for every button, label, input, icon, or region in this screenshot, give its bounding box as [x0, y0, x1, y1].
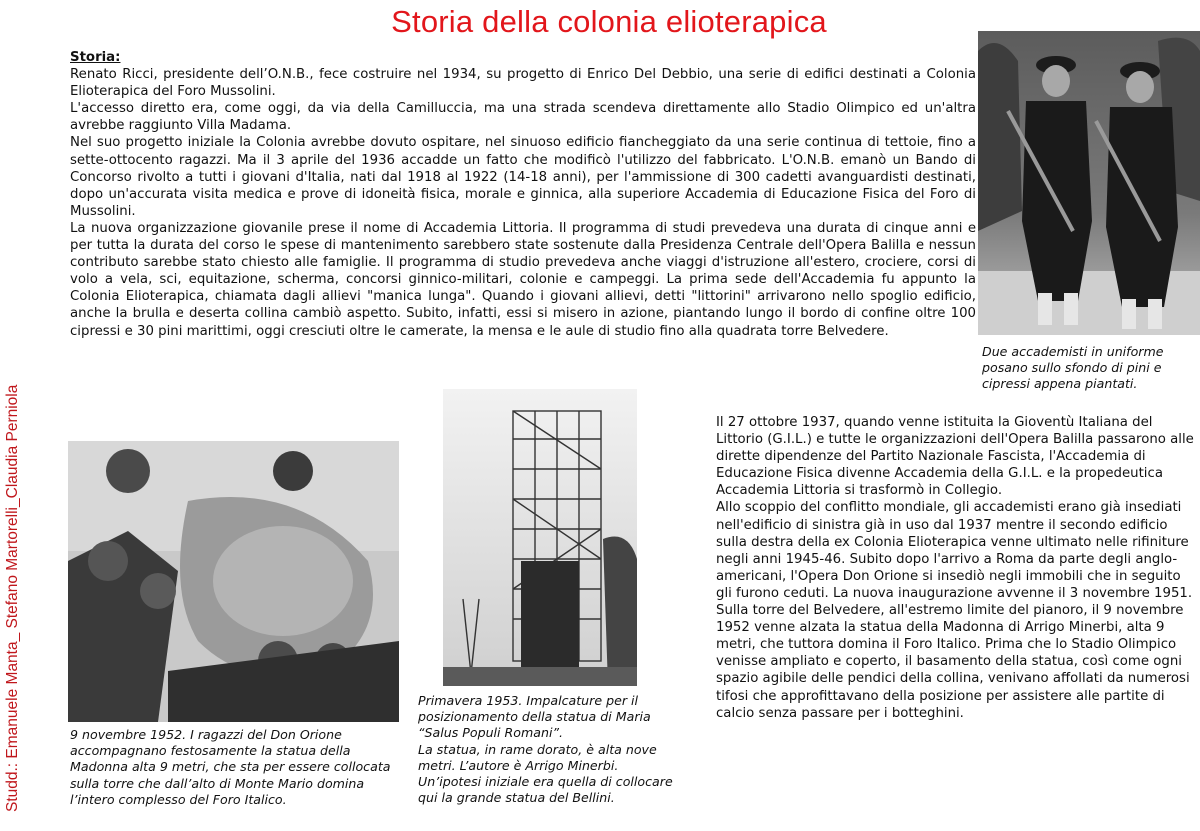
right-column-text — [716, 414, 1196, 722]
right-paragraph: Il 27 ottobre 1937, quando venne istituita la Gioventù Italiana del Littorio (G.I.L.) e tutte le organizzazioni dell'Opera Balilla passarono alle dirette dipendenze del Partito Nazionale Fascista, l'Accademia di Educazione Fisica divenne Accademia della G.I.L. e la propedeutica Accademia Littoria si trasformò in Collegio. — [716, 415, 1194, 499]
scaffolding-caption — [418, 693, 694, 806]
scaffolding-caption-line: Un’ipotesi iniziale era quella di collocare qui la grande statua del Bellini. — [418, 774, 673, 806]
storia-paragraph: Renato Ricci, presidente dell’O.N.B., fece costruire nel 1934, su progetto di Enrico Del Debbio, una serie di edifici destinati a Colonia Elioterapica del Foro Mussolini. — [70, 67, 976, 100]
scaffolding-caption-line: Primavera 1953. Impalcature per il posizionamento della statua di Maria “Salus Populi Romani”. — [418, 693, 651, 741]
storia-section — [70, 49, 976, 340]
page-title: Storia della colonia elioterapica — [391, 4, 827, 39]
statue-children-photo — [68, 441, 399, 722]
statue-children-caption: 9 novembre 1952. I ragazzi del Don Orione accompagnano festosamente la statua della Madonna alta 9 metri, che sta per essere collocata sulla torre che dall’alto di Monte Mario domina l’intero complesso del Foro Italico. — [70, 727, 391, 807]
storia-paragraph: Nel suo progetto iniziale la Colonia avrebbe dovuto ospitare, nel sinuoso edificio fiancheggiato da una serie continua di tettoie, fino a sette-ottocento ragazzi. Ma il 3 aprile del 1936 accadde un fatto che modificò l'utilizzo del fabbricato. L'O.N.B. emanò un Bando di Concorso rivolto a tutti i giovani d'Italia, nati dal 1918 al 1922 (14-18 anni), per l'ammissione di 300 cadetti avanguardisti destinati, dopo un'accurata visita medica e prove di idoneità fisica, morale e ginnica, alla superiore Accademia di Educazione Fisica del Foro di Mussolini. — [70, 135, 976, 219]
storia-paragraph: La nuova organizzazione giovanile prese il nome di Accademia Littoria. Il programma di studi prevedeva una durata di cinque anni e per tutta la durata del corso le spese di mantenimento sarebbero state sostenute dalla Presidenza Centrale dell'Opera Balilla e nessun contributo sarebbe stato chiesto alle famiglie. Il programma di studio prevedeva anche viaggi d'istruzione all'estero, crociere, corsi di volo a vela, sci, equitazione, scherma, concorsi ginnico-militari, colonie e campeggi. La prima sede dell'Accademia fu appunto la Colonia Elioterapica, chiamata dagli allievi "manica lunga". Quando i giovani allievi, detti "littorini" arrivarono nello spoglio edificio, anche la brulla e deserta collina cambiò aspetto. Subito, infatti, essi si misero in azione, piantando lungo il bordo di confine oltre 100 cipressi e 30 pini marittimi, oggi cresciuti oltre le camerate, la mensa e le aule di studio fino alla quadrata torre Belvedere. — [70, 220, 976, 339]
right-paragraph: Allo scoppio del conflitto mondiale, gli accademisti erano già insediati nell'edificio di sinistra già in uso dal 1937 mentre il secondo edificio sulla destra della ex Colonia Elioterapica venne ultimato nelle rifiniture negli anni 1945-46. Subito dopo l'arrivo a Roma da parte degli anglo-americani, l'Opera Don Orione si insediò negli immobili che in seguito gli furono ceduti. La nuova inaugurazione avvenne il 3 novembre 1951. — [716, 500, 1193, 601]
right-paragraph: Sulla torre del Belvedere, all'estremo limite del pianoro, il 9 novembre 1952 venne alzata la statua della Madonna di Arrigo Minerbi, alta 9 metri, che tuttora domina il Foro Italico. Prima che lo Stadio Olimpico venisse ampliato e coperto, il basamento della statua, così come ogni spazio agibile delle pendici della collina, venivano affollati da numerosi tifosi che approfittavano della posizione per assistere alle partite di calcio senza passare per i botteghini. — [716, 603, 1190, 721]
cadets-caption: Due accademisti in uniforme posano sullo sfondo di pini e cipressi appena piantati. — [982, 344, 1164, 392]
storia-paragraph: L'accesso diretto era, come oggi, da via della Camilluccia, ma una strada scendeva direttamente allo Stadio Olimpico ed un'altra avrebbe raggiunto Villa Madama. — [70, 101, 976, 134]
storia-heading: Storia: — [70, 50, 121, 65]
cadets-photo — [978, 31, 1200, 335]
authors-vertical-label: Studd.: Emanuele Manta_ Stefano Martorelli_Claudia Perniola — [4, 384, 21, 812]
scaffolding-photo — [443, 389, 637, 686]
scaffolding-caption-line: La statua, in rame dorato, è alta nove metri. L’autore è Arrigo Minerbi. — [418, 741, 657, 773]
